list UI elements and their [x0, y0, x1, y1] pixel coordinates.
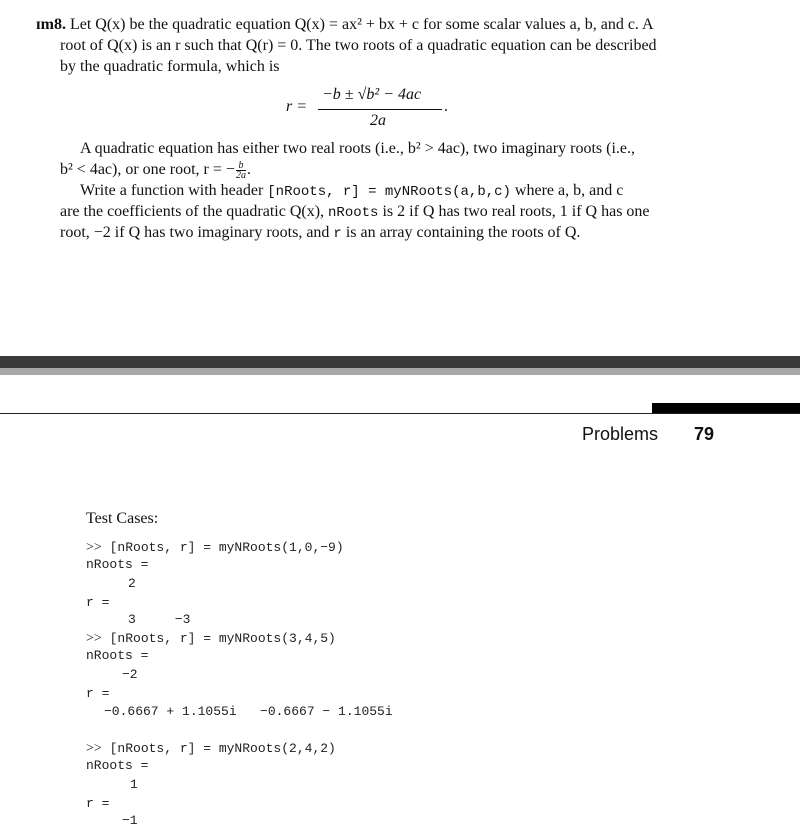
prompt: >>	[86, 741, 102, 756]
problem-line-1: Let Q(x) be the quadratic equation Q(x) = ax² + bx + c for some scalar values a, b, and c. A	[69, 16, 654, 33]
formula-lhs: r =	[286, 98, 308, 115]
para2-fraction	[236, 161, 246, 180]
code-line-4: r =	[86, 595, 110, 610]
code-line-14: r =	[86, 796, 110, 811]
formula-numerator: −b ± √b² − 4ac	[322, 86, 422, 103]
code-line-12: nRoots =	[86, 758, 149, 773]
margin-mark: ɪm	[36, 16, 54, 33]
code-line-3: 2	[128, 576, 136, 591]
code-text: [nRoots, r] = myNRoots(3,4,5)	[109, 631, 336, 646]
para2-line-1: A quadratic equation has either two real roots (i.e., b² > 4ac), two imaginary roots (i.e.,	[80, 140, 635, 157]
para2-frac-num: b	[236, 161, 246, 171]
para3-text-e: root, −2 if Q has two imaginary roots, and	[60, 224, 334, 241]
para2-line-2	[60, 159, 251, 180]
nroots-code: nRoots	[328, 205, 379, 221]
prompt: >>	[86, 540, 102, 555]
para3-line-1	[80, 180, 623, 203]
page-divider-dark	[0, 356, 800, 368]
problem-line-2: root of Q(x) is an r such that Q(r) = 0. The two roots of a quadratic equation can be described	[60, 37, 657, 54]
code-line-15: −1	[122, 813, 138, 828]
prompt: >>	[86, 631, 102, 646]
para3-text-a: Write a function with header	[80, 182, 268, 199]
code-text: [nRoots, r] = myNRoots(2,4,2)	[109, 741, 336, 756]
para2-text: b² < 4ac), or one root, r = −	[60, 161, 235, 178]
code-line-8: −2	[122, 667, 138, 682]
para2-end: .	[246, 161, 251, 178]
problem-number: 8.	[53, 16, 66, 33]
problem-statement	[36, 14, 654, 35]
formula-period: .	[444, 98, 448, 115]
para2-frac-den: 2a	[235, 169, 246, 181]
running-header-section: Problems	[582, 424, 659, 444]
page-number: 79	[694, 424, 715, 444]
header-rule	[0, 413, 800, 414]
para3-line-3	[60, 222, 580, 245]
problem-line-3: by the quadratic formula, which is	[60, 58, 280, 75]
code-line-9: r =	[86, 686, 110, 701]
formula-denominator: 2a	[370, 112, 386, 129]
page-divider-gray	[0, 368, 800, 375]
code-line-2: nRoots =	[86, 557, 149, 572]
code-line-13: 1	[130, 777, 138, 792]
para3-text-c: are the coefficients of the quadratic Q(x),	[60, 203, 329, 220]
code-line-7: nRoots =	[86, 648, 149, 663]
test-cases-title: Test Cases:	[86, 510, 159, 527]
code-text: [nRoots, r] = myNRoots(1,0,−9)	[109, 540, 344, 555]
code-line-6	[86, 631, 336, 647]
code-line-10: −0.6667 + 1.1055i −0.6667 − 1.1055i	[104, 704, 393, 719]
code-line-11	[86, 741, 336, 757]
para3-line-2	[60, 201, 650, 224]
code-line-5: 3 −3	[128, 612, 191, 627]
r-code: r	[333, 226, 342, 242]
para3-text-b: where a, b, and c	[510, 182, 624, 199]
formula-fraction-bar	[318, 109, 442, 110]
para3-text-d: is 2 if Q has two real roots, 1 if Q has one	[378, 203, 650, 220]
code-line-1	[86, 540, 344, 556]
function-header-code: [nRoots, r] = myNRoots(a,b,c)	[267, 184, 511, 200]
para3-text-f: is an array containing the roots of Q.	[341, 224, 581, 241]
